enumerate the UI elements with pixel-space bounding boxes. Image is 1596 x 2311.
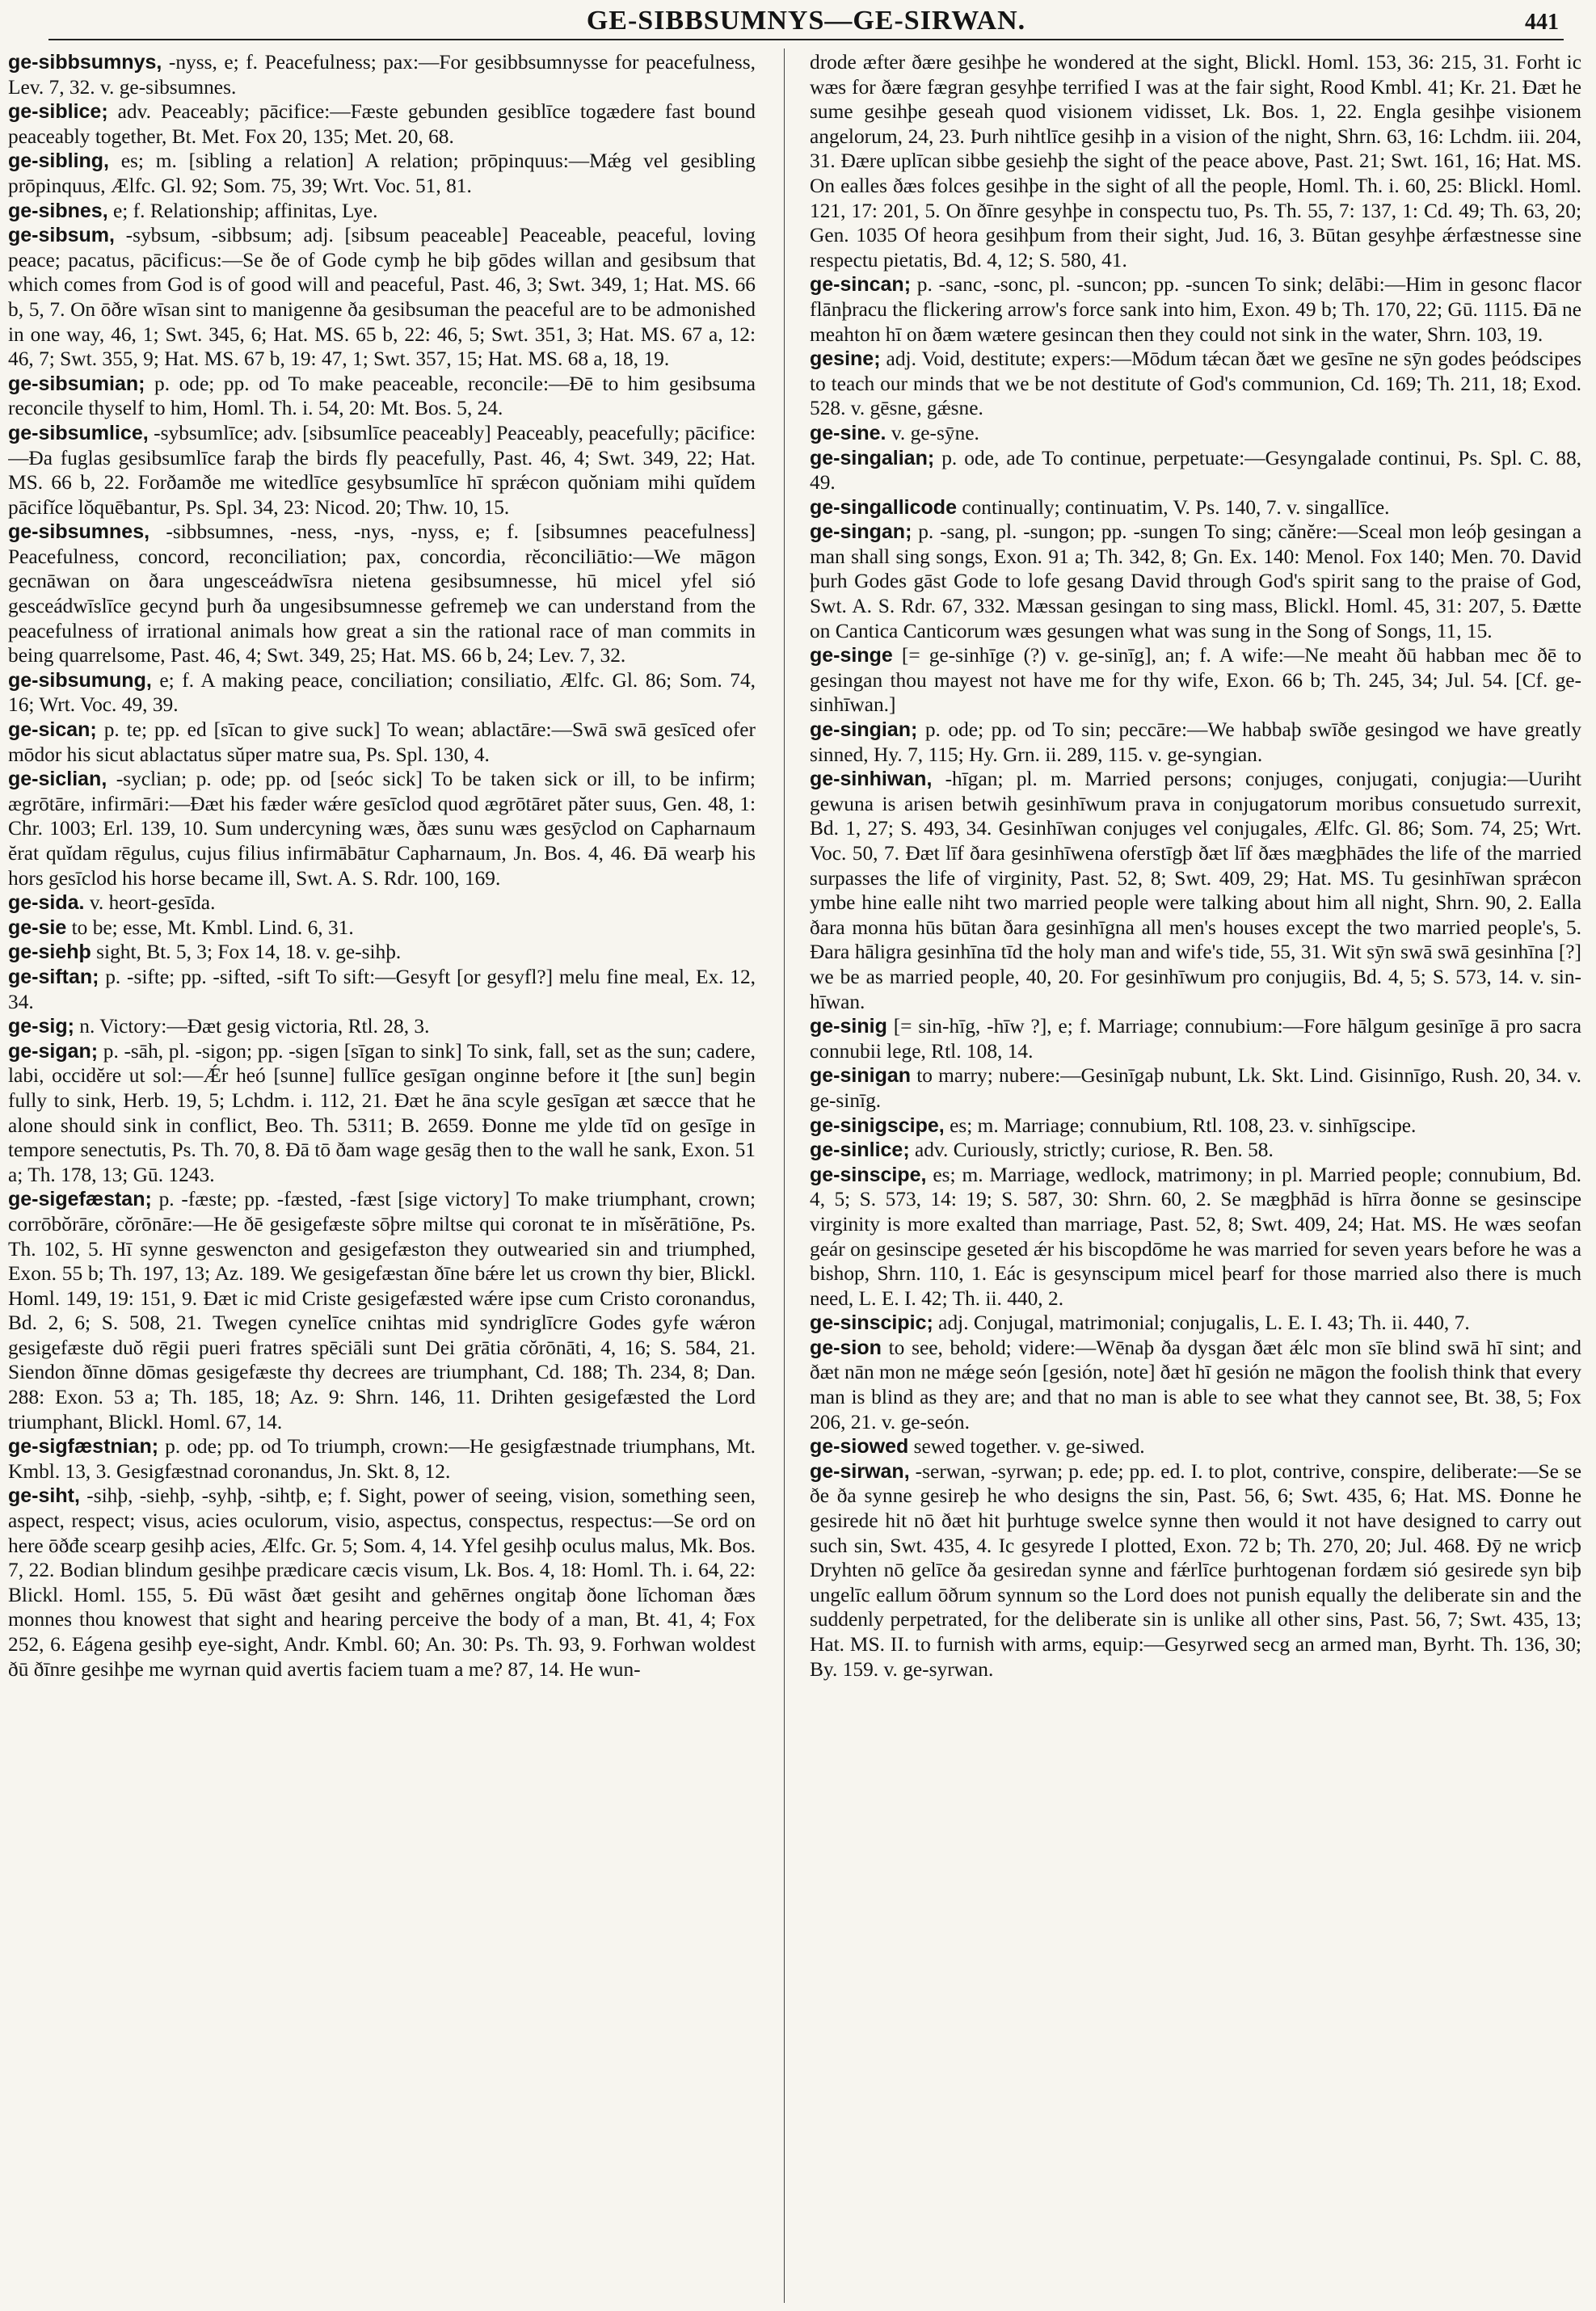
header-rule <box>48 39 1564 40</box>
entry-headword: ge-sibling, <box>8 149 109 173</box>
dictionary-entry <box>8 149 756 198</box>
dictionary-entry <box>810 1138 1581 1163</box>
entry-headword: ge-sibsumian; <box>8 372 145 395</box>
entry-headword: ge-sican; <box>8 718 97 742</box>
dictionary-entry <box>810 718 1581 767</box>
dictionary-entry <box>8 668 756 718</box>
entry-headword: ge-sirwan, <box>810 1459 910 1483</box>
entry-headword: ge-sibsum, <box>8 224 115 247</box>
entry-headword: ge-sibnes, <box>8 199 108 222</box>
dictionary-entry <box>810 1113 1581 1139</box>
entry-headword: ge-siht, <box>8 1484 80 1508</box>
entry-headword: ge-sigan; <box>8 1039 99 1063</box>
entry-definition: v. heort-gesīda. <box>84 891 216 915</box>
left-column <box>8 50 756 2296</box>
dictionary-entry <box>810 495 1581 520</box>
dictionary-entry <box>8 940 756 965</box>
entry-headword: ge-siftan; <box>8 965 99 988</box>
dictionary-entry <box>8 372 756 421</box>
entry-definition: -sibbsumnes, -ness, -nys, -nyss, e; f. [sibsumnes peacefulness] Peacefulness, concord, reconciliation; pax, concordia, rĕconciliātio:—We māgon gecnāwan on ðara ungesceádwīsra nietena gesibsumnesse, hū micel yfel sió gesceádwīslīce gecynd þurh ða ungesibsumnesse gefremeþ we can understand from the peacefulness of irrational animals how great a sin the rational race of man commits in being quarrelsome, Past. 46, 4; Swt. 349, 25; Hat. MS. 66 b, 24; Lev. 7, 32. <box>8 520 756 667</box>
entry-headword: ge-sinigscipe, <box>810 1113 945 1137</box>
dictionary-entry <box>8 890 756 916</box>
entry-definition: -sihþ, -siehþ, -syhþ, -sihtþ, e; f. Sight, power of seeing, vision, something seen, aspect, respect; visus, acies oculorum, visio, aspectus, conspectus, respectus:—Se ord on here ōðđe scearp gesihþ acies, Ælfc. Gr. 5; Som. 4, 14. Yfel gesihþ oculus malus, Mk. Bos. 7, 22. Bodian blindum gesihþe prædicare cæcis visum, Lk. Bos. 4, 18: Homl. Th. i. 64, 22: Blickl. Homl. 155, 5. Ðū wāst ðæt gesiht and gehērnes ongitaþ ðone līchoman ðæs monnes thou knowest that sight and hearing perceive the body of a man, Bt. 41, 4; Fox 252, 6. Eágena gesihþ eye-sight, Andr. Kmbl. 60; An. 30: Ps. Th. 93, 9. Forhwan woldest ðū ðīnre gesihþe me wyrnan quid avertis faciem tuam a me? 87, 14. He wun- <box>8 1484 756 1681</box>
entry-definition: p. ode, ade To continue, perpetuate:—Gesyngalade continui, Ps. Spl. C. 88, 49. <box>810 446 1581 495</box>
entry-headword: ge-sie <box>8 916 67 939</box>
entry-definition: n. Victory:—Ðæt gesig victoria, Rtl. 28, 3. <box>74 1015 430 1038</box>
entry-headword: gesine; <box>810 347 881 371</box>
entry-headword: ge-siblice; <box>8 100 108 124</box>
dictionary-entry <box>8 1484 756 1682</box>
entry-definition: p. -sang, pl. -sungon; pp. -sungen To sing; cănĕre:—Sceal mon leóþ gesingan a man shall sing songs, Exon. 91 a; Th. 342, 8; Gn. Ex. 140: Menol. Fox 140; Men. 70. David þurh Godes gāst Gode to lofe gesang David through God's spirit sang to the praise of God, Swt. A. S. Rdr. 67, 332. Mæssan gesingan to sing mass, Blickl. Homl. 45, 31: 207, 5. Ðætte on Cantica Canticorum wæs gesungen what was sung in the Song of Songs, 11, 15. <box>810 520 1581 642</box>
entry-definition: adj. Void, destitute; expers:—Mōdum tǽcan ðæt we gesīne ne sȳn godes þeódscipes to teach our minds that we be not destitute of God's communion, Cd. 169; Th. 211, 18; Exod. 528. v. gēsne, gǽsne. <box>810 347 1581 420</box>
entry-definition: p. -fæste; pp. -fæsted, -fæst [sige victory] To make triumphant, crown; corrōbŏrāre, cŏrōnāre:—He ðē gesigefæste sōþre miltse qui coronat te in mĭsĕrātiōne, Ps. Th. 102, 5. Hī synne geswencton and gesigefæston they outwearied sin and triumphed, Exon. 55 b; Th. 197, 13; Az. 189. We gesigefæstan ðīne bǽre let us crown thy bier, Blickl. Homl. 149, 19: 151, 9. Ðæt ic mid Criste gesigefæsted wǽre ipse cum Cristo coronandus, Bd. 2, 6; S. 508, 21. Twegen cynelīce cnihtas mid syndriglīcre Godes gyfe wǽron gesigefæste duŏ rēgii pueri fratres spēciāli sunt Dei grātia cŏrōnāti, 4, 16; S. 584, 21. Siendon ðīnne dōmas gesigefæste thy decrees are triumphant, Cd. 188; Th. 234, 8; Dan. 288: Exon. 53 a; Th. 185, 18; Az. 9: Shrn. 146, 11. Drihten gesigefæsted the Lord triumphant, Blickl. Homl. 67, 14. <box>8 1188 756 1433</box>
entry-headword: ge-sigfæstnian; <box>8 1435 159 1459</box>
entry-headword: ge-sinscipic; <box>810 1311 933 1335</box>
entry-headword: ge-singallicode <box>810 495 957 519</box>
entry-definition: adv. Peaceably; pācifice:—Fæste gebunden gesiblīce togædere fast bound peaceably together, Bt. Met. Fox 20, 135; Met. 20, 68. <box>8 100 756 148</box>
entry-definition: p. -sāh, pl. -sigon; pp. -sigen [sīgan to sink] To sink, fall, set as the sun; cadere, labi, occidĕre ut sol:—Ǽr heó [sunne] fullīce gesīgan onginne before it [the sun] begin fully to sink, Herb. 19, 5; Lchdm. i. 112, 21. Ðæt he āna scyle gesīgan æt sæcce that he alone should sink in conflict, Beo. Th. 5311; B. 2659. Ðonne me ylde tīd on gesīge in tempore senectutis, Ps. Th. 70, 8. Ðā tō ðam wage gesāg then to the wall he sank, Exon. 51 a; Th. 178, 13; Gū. 1243. <box>8 1039 756 1186</box>
entry-headword: ge-singian; <box>810 718 918 742</box>
entry-definition: to see, behold; videre:—Wēnaþ ða dysgan ðæt ǽlc mon sīe blind swā hī sint; and ðæt nān mon ne mǽge seón [gesión, note] ðæt hī gesión ne māgon the foolish think that every man is blind as they are; and that no man is able to see what they cannot see, Bt. 38, 5; Fox 206, 21. v. ge-seón. <box>810 1336 1581 1433</box>
dictionary-entry <box>8 718 756 767</box>
dictionary-entry <box>810 272 1581 347</box>
entry-definition: -nyss, e; f. Peacefulness; pax:—For gesibbsumnysse for peacefulness, Lev. 7, 32. v. ge-sibsumnes. <box>8 51 756 99</box>
entry-definition: p. -sanc, -sonc, pl. -suncon; pp. -suncen To sink; delābi:—Him in gesonc flacor flānþracu the flickering arrow's force sank into him, Exon. 49 b; Th. 170, 22; Gū. 1115. Ðā ne meahton hī on ðæm wætere gesincan then they could not sink in the water, Shrn. 103, 19. <box>810 273 1581 346</box>
entry-headword: ge-singalian; <box>810 446 935 469</box>
dictionary-entry <box>8 916 756 941</box>
entry-headword: ge-sigefæstan; <box>8 1188 152 1211</box>
entry-definition: e; f. Relationship; affinitas, Lye. <box>107 199 378 222</box>
entry-headword: ge-sine. <box>810 421 886 444</box>
entry-headword: ge-siehþ <box>8 941 91 964</box>
dictionary-entry <box>810 421 1581 446</box>
dictionary-entry <box>8 965 756 1014</box>
dictionary-entry <box>810 347 1581 421</box>
entry-definition: [= ge-sinhīge (?) v. ge-sinīg], an; f. A wife:—Ne meaht ðū habban mec ðē to gesingan thou mayest not have me for thy wife, Exon. 66 b; Th. 245, 34; Jul. 54. [Cf. ge-sinhīwan.] <box>810 644 1581 717</box>
entry-headword: ge-sibsumnes, <box>8 520 150 544</box>
entry-definition: e; f. A making peace, conciliation; consiliatio, Ælfc. Gl. 86; Som. 74, 16; Wrt. Voc. 49, 39. <box>8 668 756 717</box>
entry-headword: ge-sinscipe, <box>810 1163 927 1186</box>
dictionary-entry <box>8 1039 756 1188</box>
entry-headword: ge-singan; <box>810 520 912 544</box>
entry-headword: ge-sibbsumnys, <box>8 51 162 74</box>
entry-headword: ge-siowed <box>810 1435 909 1459</box>
entry-headword: ge-singe <box>810 644 893 667</box>
entry-definition: to be; esse, Mt. Kmbl. Lind. 6, 31. <box>66 916 354 939</box>
entry-definition: continually; continuatim, V. Ps. 140, 7. v. singallīce. <box>956 495 1390 519</box>
entry-definition: es; m. Marriage; connubium, Rtl. 108, 23. v. sinhīgscipe. <box>944 1113 1417 1137</box>
entry-definition: -syclian; p. ode; pp. od [seóc sick] To be taken sick or ill, to be infirm; ægrōtāre, infirmāri:—Ðæt his fæder wǽre gesīclod quod ægrōtāret păter suus, Gen. 48, 1: Chr. 1003; Erl. 139, 10. Sum undercyning wæs, ðæs sunu wæs gesȳclod on Capharnaum ĕrat quĭdam rēgulus, cujus filius infirmābātur Capharnaum, Jn. Bos. 4, 46. Ðā wearþ his hors gesīclod his horse became ill, Swt. A. S. Rdr. 100, 169. <box>8 768 756 890</box>
entry-definition: p. -sifte; pp. -sifted, -sift To sift:—Gesyft [or gesyfl?] melu fine meal, Ex. 12, 34. <box>8 965 756 1013</box>
dictionary-entry <box>810 50 1581 272</box>
dictionary-entry <box>8 421 756 520</box>
dictionary-entry <box>810 1063 1581 1113</box>
entry-definition: v. ge-sȳne. <box>886 421 979 444</box>
dictionary-entry <box>8 50 756 99</box>
running-title: GE-SIBBSUMNYS—GE-SIRWAN. <box>586 6 1026 36</box>
page-header <box>48 5 1564 37</box>
dictionary-entry <box>810 1311 1581 1336</box>
entry-definition: to marry; nubere:—Gesinīgaþ nubunt, Lk. Skt. Lind. Gisinnīgo, Rush. 20, 34. v. ge-sinīg. <box>810 1064 1581 1112</box>
dictionary-entry <box>8 1187 756 1434</box>
entry-headword: ge-sida. <box>8 891 85 915</box>
entry-definition: es; m. [sibling a relation] A relation; prōpinquus:—Mǽg vel gesibling prōpinquus, Ælfc. Gl. 92; Som. 75, 39; Wrt. Voc. 51, 81. <box>8 149 756 197</box>
entry-headword: ge-sincan; <box>810 273 912 297</box>
entry-definition: sight, Bt. 5, 3; Fox 14, 18. v. ge-sihþ. <box>91 941 402 964</box>
entry-headword: ge-sion <box>810 1336 882 1359</box>
entry-headword: ge-sig; <box>8 1015 74 1038</box>
dictionary-entry <box>8 767 756 890</box>
dictionary-entry <box>8 1014 756 1039</box>
dictionary-entry <box>810 643 1581 718</box>
dictionary-entry <box>8 223 756 372</box>
entry-headword: ge-sinhiwan, <box>810 768 933 791</box>
entry-headword: ge-sinlice; <box>810 1139 910 1162</box>
dictionary-entry <box>810 767 1581 1014</box>
dictionary-entry <box>810 1459 1581 1682</box>
dictionary-entry <box>8 199 756 224</box>
entry-headword: ge-siclian, <box>8 768 107 791</box>
dictionary-entry <box>810 1336 1581 1434</box>
entry-definition: p. ode; pp. od To triumph, crown:—He gesigfæstnade triumphans, Mt. Kmbl. 13, 3. Gesigfæstnad coronandus, Jn. Skt. 8, 12. <box>8 1435 756 1483</box>
dictionary-entry <box>8 1434 756 1484</box>
entry-definition: -sybsumlīce; adv. [sibsumlīce peaceably] Peaceably, peacefully; pācifice:—Ða fuglas gesibsumlīce faraþ the birds fly peacefully, Past. 46, 4; Swt. 349, 22; Hat. MS. 66 b, 22. Forðamðe me witedlīce gesybsumlīce hī sprǽcon quŏniam mihi quĭdem pācifĭce lŏquēbantur, Ps. Spl. 34, 23: Nicod. 20; Thw. 10, 15. <box>8 421 756 519</box>
entry-definition: adj. Conjugal, matrimonial; conjugalis, L. E. I. 43; Th. ii. 440, 7. <box>933 1311 1470 1335</box>
entry-headword: ge-sinigan <box>810 1064 912 1088</box>
entry-headword: ge-sibsumung, <box>8 668 152 692</box>
dictionary-entry <box>8 520 756 668</box>
entry-headword: ge-sinig <box>810 1015 887 1038</box>
entry-definition: -hīgan; pl. m. Married persons; conjuges, conjugati, conjugia:—Uuriht gewuna is arisen betwih gesinhīwum prava in conjugatorum moribus consuetudo surrexit, Bd. 1, 27; S. 493, 34. Gesinhīwan conjuges vel conjugales, Ælfc. Gl. 86; Som. 74, 25; Wrt. Voc. 50, 7. Ðæt līf ðara gesinhīwena oferstīgþ ðæt līf ðæs mægþhādes the life of the married surpasses the life of virginity, Past. 52, 8; Swt. 409, 29; Hat. MS. Tu gesinhīwan sprǽcon ymbe hine ealle niht two married people were talking about him all night, Shrn. 90, 2. Ealla ðara monna hūs būtan ðara gesinhīgna all men's houses except the two married people's, 5. Ðara hāligra gesinhīna tīd the holy man and wife's tide, 55, 31. Wit sȳn swā swā gesinhīna [?] we be as married people, 40, 20. For gesinhīwum pro conjugiis, Bd. 4, 5; S. 573, 14. v. sin-hīwan. <box>810 768 1581 1013</box>
column-divider <box>784 48 785 2303</box>
entry-definition: -sybsum, -sibbsum; adj. [sibsum peaceable] Peaceable, peaceful, loving peace; pacatus, pācificus:—Se ðe of Gode cymþ he biþ gōdes willan and gesibsum that which comes from God is of good will and peaceful, Past. 46, 3; Swt. 349, 1; Hat. MS. 66 b, 5, 7. On ōðre wīsan sint to manigenne ða gesibsuman the peaceful are to be admonished in one way, 46, 1; Swt. 345, 6; Hat. MS. 65 b, 22: 46, 5; Swt. 351, 3; Hat. MS. 67 a, 12: 46, 7; Swt. 355, 9; Hat. MS. 67 b, 19: 47, 1; Swt. 357, 15; Hat. MS. 68 a, 18, 19. <box>8 224 756 371</box>
entry-headword: ge-sibsumlice, <box>8 421 149 444</box>
entry-definition: p. te; pp. ed [sīcan to give suck] To wean; ablactāre:—Swā swā gesīced ofer mōdor his sicut ablactatus sŭper matre sua, Ps. Spl. 130, 4. <box>8 718 756 766</box>
dictionary-entry <box>810 1434 1581 1459</box>
entry-definition: drode æfter ðære gesihþe he wondered at the sight, Blickl. Homl. 153, 36: 215, 31. Forht ic wæs for ðære fægran gesyhþe terrified I was at the fair sight, Rood Kmbl. 41; Kr. 21. Ðæt he sume gesihþe geseah quod visionem vidisset, Lk. Bos. 1, 22. Engla gesihþe visionem angelorum, 24, 23. Þurh nihtlīce gesihþ in a vision of the night, Shrn. 63, 16: Lchdm. iii. 204, 31. Ðære uplīcan sibbe gesiehþ the sight of the peace above, Past. 21; Swt. 161, 16; Hat. MS. On ealles ðæs folces gesihþe in the sight of all the people, Homl. Th. i. 60, 25: Blickl. Homl. 121, 17: 201, 5. On ðīnre gesyhþe in conspectu tuo, Ps. Th. 55, 7: 137, 1: Cd. 49; Th. 63, 20; Gen. 1035 Of heora gesihþum from their sight, Jud. 16, 3. Būtan gesyhþe ǽrfæstnesse sine respectu pietatis, Bd. 4, 12; S. 580, 41. <box>810 51 1581 272</box>
dictionary-entry <box>810 520 1581 643</box>
dictionary-entry <box>8 99 756 149</box>
right-column <box>810 50 1581 2296</box>
dictionary-entry <box>810 446 1581 495</box>
page-number: 441 <box>1525 10 1559 35</box>
entry-definition: [= sin-hīg, -hīw ?], e; f. Marriage; connubium:—Fore hālgum gesinīge ā pro sacra connubii lege, Rtl. 108, 14. <box>810 1015 1581 1063</box>
entry-definition: sewed together. v. ge-siwed. <box>908 1435 1145 1459</box>
entry-definition: adv. Curiously, strictly; curiose, R. Ben. 58. <box>909 1139 1274 1162</box>
entry-definition: p. ode; pp. od To make peaceable, reconcile:—Ðē to him gesibsuma reconcile thyself to him, Homl. Th. i. 54, 20: Mt. Bos. 5, 24. <box>8 372 756 420</box>
entry-definition: p. ode; pp. od To sin; peccāre:—We habbaþ swīðe gesingod we have greatly sinned, Hy. 7, 115; Hy. Grn. ii. 289, 115. v. ge-syngian. <box>810 718 1581 766</box>
entry-definition: es; m. Marriage, wedlock, matrimony; in pl. Married people; connubium, Bd. 4, 5; S. 573, 14: 19; S. 587, 30: Shrn. 60, 2. Se mægþhād is hīrra ðonne se gesinscipe virginity is more exalted than marriage, Past. 52, 8; Swt. 409, 24; Hat. MS. He wæs seofan geár on gesinscipe geseted ǽr his biscopdōme he was married for seven years before he was a bishop, Shrn. 110, 1. Eác is gesynscipum micel þearf for those married also there is much need, L. E. I. 42; Th. ii. 440, 2. <box>810 1163 1581 1310</box>
dictionary-entry <box>810 1163 1581 1311</box>
dictionary-entry <box>810 1014 1581 1063</box>
entry-definition: -serwan, -syrwan; p. ede; pp. ed. I. to plot, contrive, conspire, deliberate:—Se se ðe ða synne gesireþ he who designs the sin, Past. 56, 6; Swt. 435, 6; Hat. MS. Ðonne he gesirede hit nō ðæt hit þurhtuge swelce synne then would it not have designed to carry out such sin, Swt. 435, 4. Ic gesyrede I plotted, Exon. 72 b; Th. 270, 20; Jul. 468. Ðȳ ne wricþ Dryhten nō gelīce ða gesiredan synne and fǽrlīce þurhtogenan fordæm sió gesirede syn biþ ungelīc eallum ōðrum synnum so the Lord does not punish equally the deliberate sin and the suddenly perpetrated, for the deliberate sin is unlike all other sins, Past. 56, 7; Swt. 435, 13; Hat. MS. II. to furnish with arms, equip:—Gesyrwed secg an armed man, Byrht. Th. 136, 30; By. 159. v. ge-syrwan. <box>810 1459 1581 1681</box>
